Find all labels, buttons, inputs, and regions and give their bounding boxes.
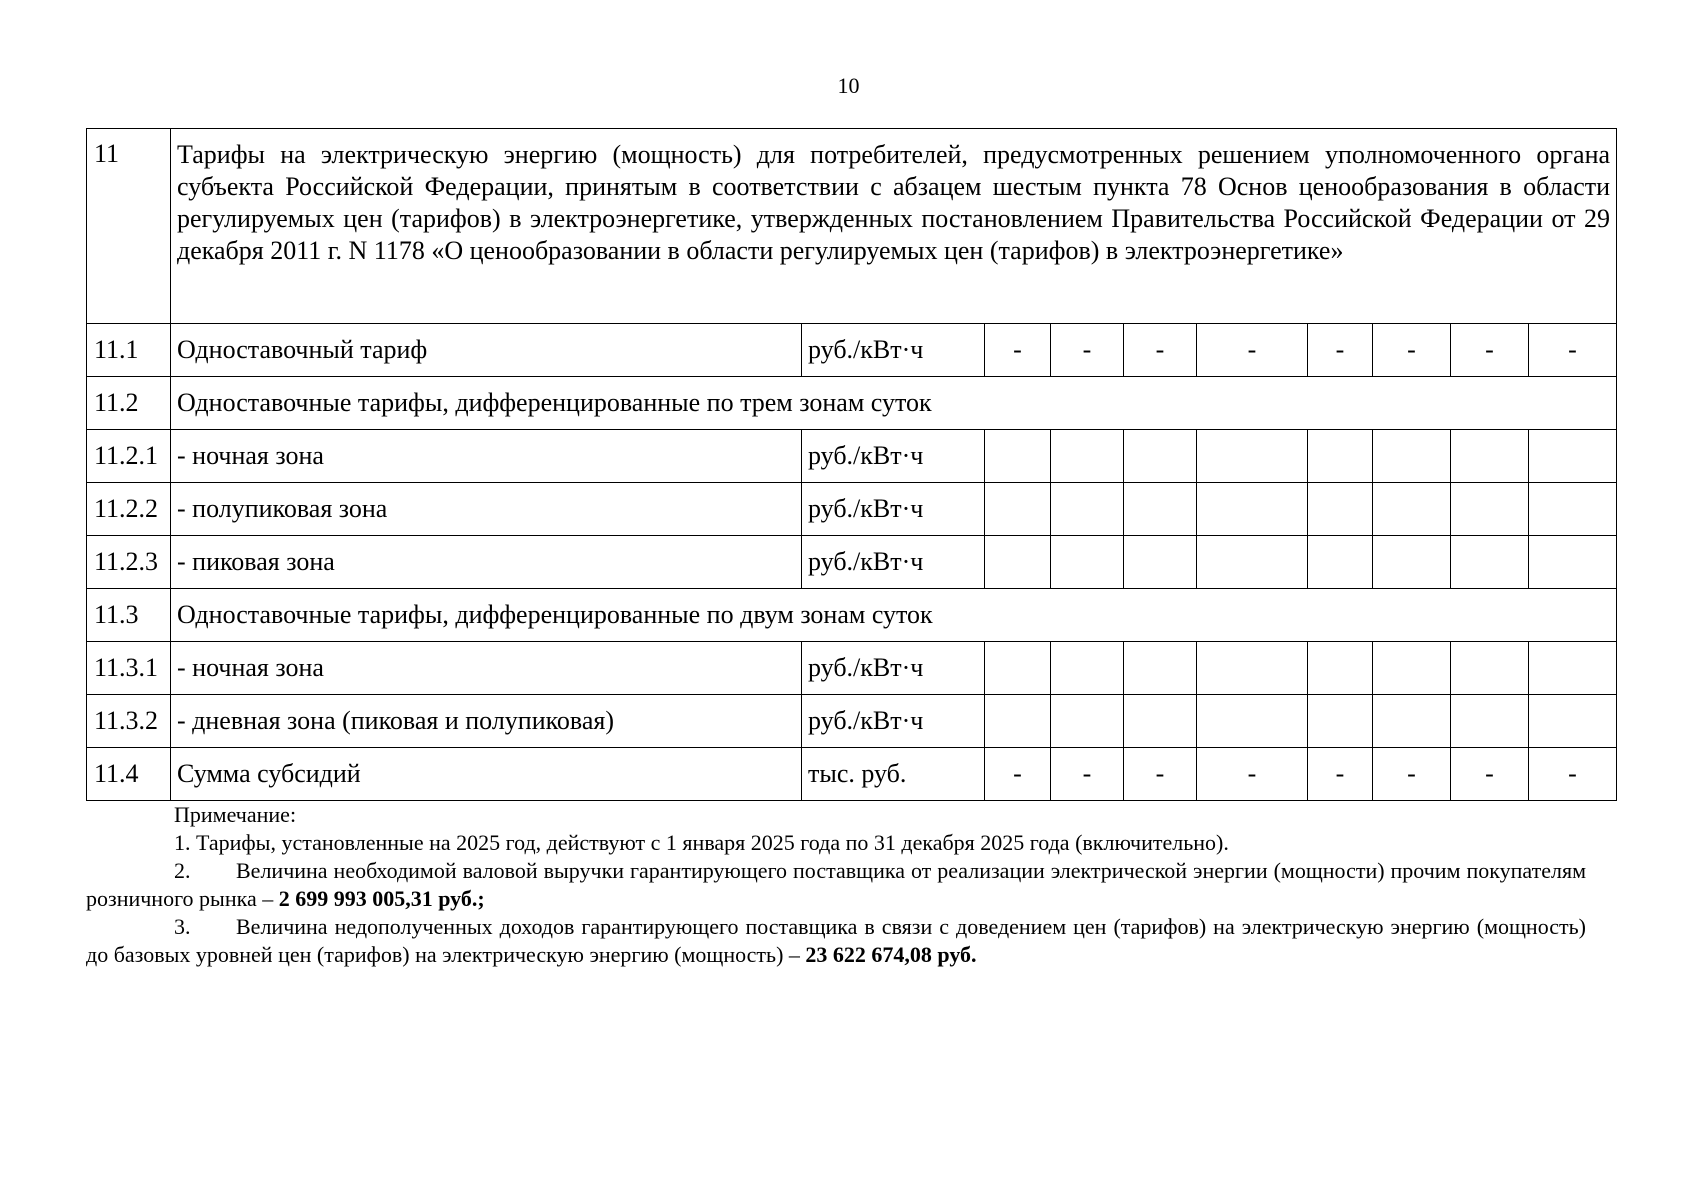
table-row bbox=[87, 536, 1617, 589]
row-unit: руб./кВт·ч bbox=[802, 695, 985, 748]
note-1: 1. Тарифы, установленные на 2025 год, действуют с 1 января 2025 года по 31 декабря 2025 года (включительно). bbox=[174, 830, 1229, 855]
value-cell bbox=[1529, 483, 1617, 536]
note-3 bbox=[86, 913, 1586, 969]
value-cell bbox=[1451, 536, 1529, 589]
value-cell bbox=[1124, 430, 1197, 483]
value-cell: - bbox=[1451, 748, 1529, 801]
value-cell: - bbox=[985, 748, 1051, 801]
value-cell: - bbox=[1051, 748, 1124, 801]
row-number: 11.3.2 bbox=[87, 695, 171, 748]
value-cell bbox=[1051, 483, 1124, 536]
table-row-group-header bbox=[87, 129, 1617, 324]
row-number: 11.1 bbox=[87, 324, 171, 377]
value-cell bbox=[1451, 642, 1529, 695]
row-label: Одноставочные тарифы, дифференцированные по трем зонам суток bbox=[171, 377, 1617, 430]
value-cell bbox=[1197, 642, 1308, 695]
row-number: 11.2.3 bbox=[87, 536, 171, 589]
row-label: - пиковая зона bbox=[171, 536, 802, 589]
note-3-text: Величина недополученных доходов гарантирующего поставщика в связи с доведением цен (тарифов) на электрическую энергию (мощность) до базовых уровней цен (тарифов) на электрическую энергию (мощность) – bbox=[86, 914, 1586, 967]
note-3-number: 3. bbox=[174, 914, 191, 939]
value-cell bbox=[1373, 536, 1451, 589]
value-cell bbox=[1529, 642, 1617, 695]
value-cell: - bbox=[1308, 748, 1373, 801]
value-cell: - bbox=[1051, 324, 1124, 377]
value-cell: - bbox=[1197, 324, 1308, 377]
row-label: Сумма субсидий bbox=[171, 748, 802, 801]
tariff-table bbox=[86, 128, 1617, 801]
value-cell: - bbox=[985, 324, 1051, 377]
value-cell bbox=[1051, 642, 1124, 695]
value-cell bbox=[1451, 483, 1529, 536]
row-number: 11.2.2 bbox=[87, 483, 171, 536]
row-number: 11.4 bbox=[87, 748, 171, 801]
table-row-section bbox=[87, 589, 1617, 642]
row-label: - ночная зона bbox=[171, 642, 802, 695]
value-cell bbox=[1124, 642, 1197, 695]
value-cell bbox=[1308, 430, 1373, 483]
value-cell bbox=[1451, 430, 1529, 483]
value-cell bbox=[1197, 430, 1308, 483]
row-unit: руб./кВт·ч bbox=[802, 536, 985, 589]
value-cell: - bbox=[1124, 324, 1197, 377]
value-cell bbox=[1373, 483, 1451, 536]
group-description: Тарифы на электрическую энергию (мощность) для потребителей, предусмотренных решением уполномоченного органа субъекта Российской Федерации, принятым в соответствии с абзацем шестым пункта 78 Основ ценообразования в области регулируемых цен (тарифов) в электроэнергетике, утвержденных постановлением Правительства Российской Федерации от 29 декабря 2011 г. N 1178 «О ценообразовании в области регулируемых цен (тарифов) в электроэнергетике» bbox=[171, 129, 1617, 324]
row-number: 11.3.1 bbox=[87, 642, 171, 695]
value-cell: - bbox=[1529, 324, 1617, 377]
value-cell bbox=[1124, 483, 1197, 536]
value-cell bbox=[1051, 430, 1124, 483]
value-cell bbox=[1308, 483, 1373, 536]
value-cell: - bbox=[1529, 748, 1617, 801]
value-cell bbox=[1451, 695, 1529, 748]
value-cell bbox=[1197, 483, 1308, 536]
table-row bbox=[87, 324, 1617, 377]
row-label: - дневная зона (пиковая и полупиковая) bbox=[171, 695, 802, 748]
note-2 bbox=[86, 857, 1586, 913]
value-cell bbox=[1051, 695, 1124, 748]
row-unit: руб./кВт·ч bbox=[802, 483, 985, 536]
value-cell bbox=[1529, 695, 1617, 748]
row-number: 11 bbox=[87, 129, 171, 324]
value-cell: - bbox=[1308, 324, 1373, 377]
row-number: 11.3 bbox=[87, 589, 171, 642]
value-cell bbox=[1051, 536, 1124, 589]
table-row-section bbox=[87, 377, 1617, 430]
value-cell bbox=[985, 430, 1051, 483]
value-cell bbox=[1308, 695, 1373, 748]
value-cell bbox=[985, 483, 1051, 536]
page-number: 10 bbox=[837, 73, 860, 98]
row-unit: руб./кВт·ч bbox=[802, 430, 985, 483]
row-label: Одноставочный тариф bbox=[171, 324, 802, 377]
table-row bbox=[87, 642, 1617, 695]
value-cell: - bbox=[1197, 748, 1308, 801]
row-number: 11.2 bbox=[87, 377, 171, 430]
row-label: - ночная зона bbox=[171, 430, 802, 483]
value-cell bbox=[1124, 695, 1197, 748]
value-cell bbox=[985, 642, 1051, 695]
notes-title: Примечание: bbox=[174, 802, 297, 827]
notes-section bbox=[86, 801, 1586, 969]
note-2-amount: 2 699 993 005,31 руб.; bbox=[278, 886, 485, 911]
table-row bbox=[87, 748, 1617, 801]
note-2-text: Величина необходимой валовой выручки гарантирующего поставщика от реализации электрической энергии (мощности) прочим покупателям розничного рынка – bbox=[86, 858, 1586, 911]
value-cell: - bbox=[1451, 324, 1529, 377]
value-cell bbox=[1197, 695, 1308, 748]
table-row bbox=[87, 430, 1617, 483]
row-label: Одноставочные тарифы, дифференцированные по двум зонам суток bbox=[171, 589, 1617, 642]
row-unit: руб./кВт·ч bbox=[802, 642, 985, 695]
value-cell bbox=[1529, 536, 1617, 589]
row-number: 11.2.1 bbox=[87, 430, 171, 483]
value-cell: - bbox=[1124, 748, 1197, 801]
value-cell: - bbox=[1373, 324, 1451, 377]
note-2-number: 2. bbox=[174, 858, 191, 883]
row-unit: руб./кВт·ч bbox=[802, 324, 985, 377]
row-label: - полупиковая зона bbox=[171, 483, 802, 536]
value-cell bbox=[985, 536, 1051, 589]
value-cell bbox=[985, 695, 1051, 748]
value-cell bbox=[1373, 642, 1451, 695]
value-cell bbox=[1308, 642, 1373, 695]
row-unit: тыс. руб. bbox=[802, 748, 985, 801]
value-cell: - bbox=[1373, 748, 1451, 801]
value-cell bbox=[1373, 430, 1451, 483]
note-3-amount: 23 622 674,08 руб. bbox=[805, 942, 977, 967]
value-cell bbox=[1197, 536, 1308, 589]
value-cell bbox=[1308, 536, 1373, 589]
value-cell bbox=[1373, 695, 1451, 748]
table-row bbox=[87, 695, 1617, 748]
value-cell bbox=[1529, 430, 1617, 483]
table-row bbox=[87, 483, 1617, 536]
value-cell bbox=[1124, 536, 1197, 589]
